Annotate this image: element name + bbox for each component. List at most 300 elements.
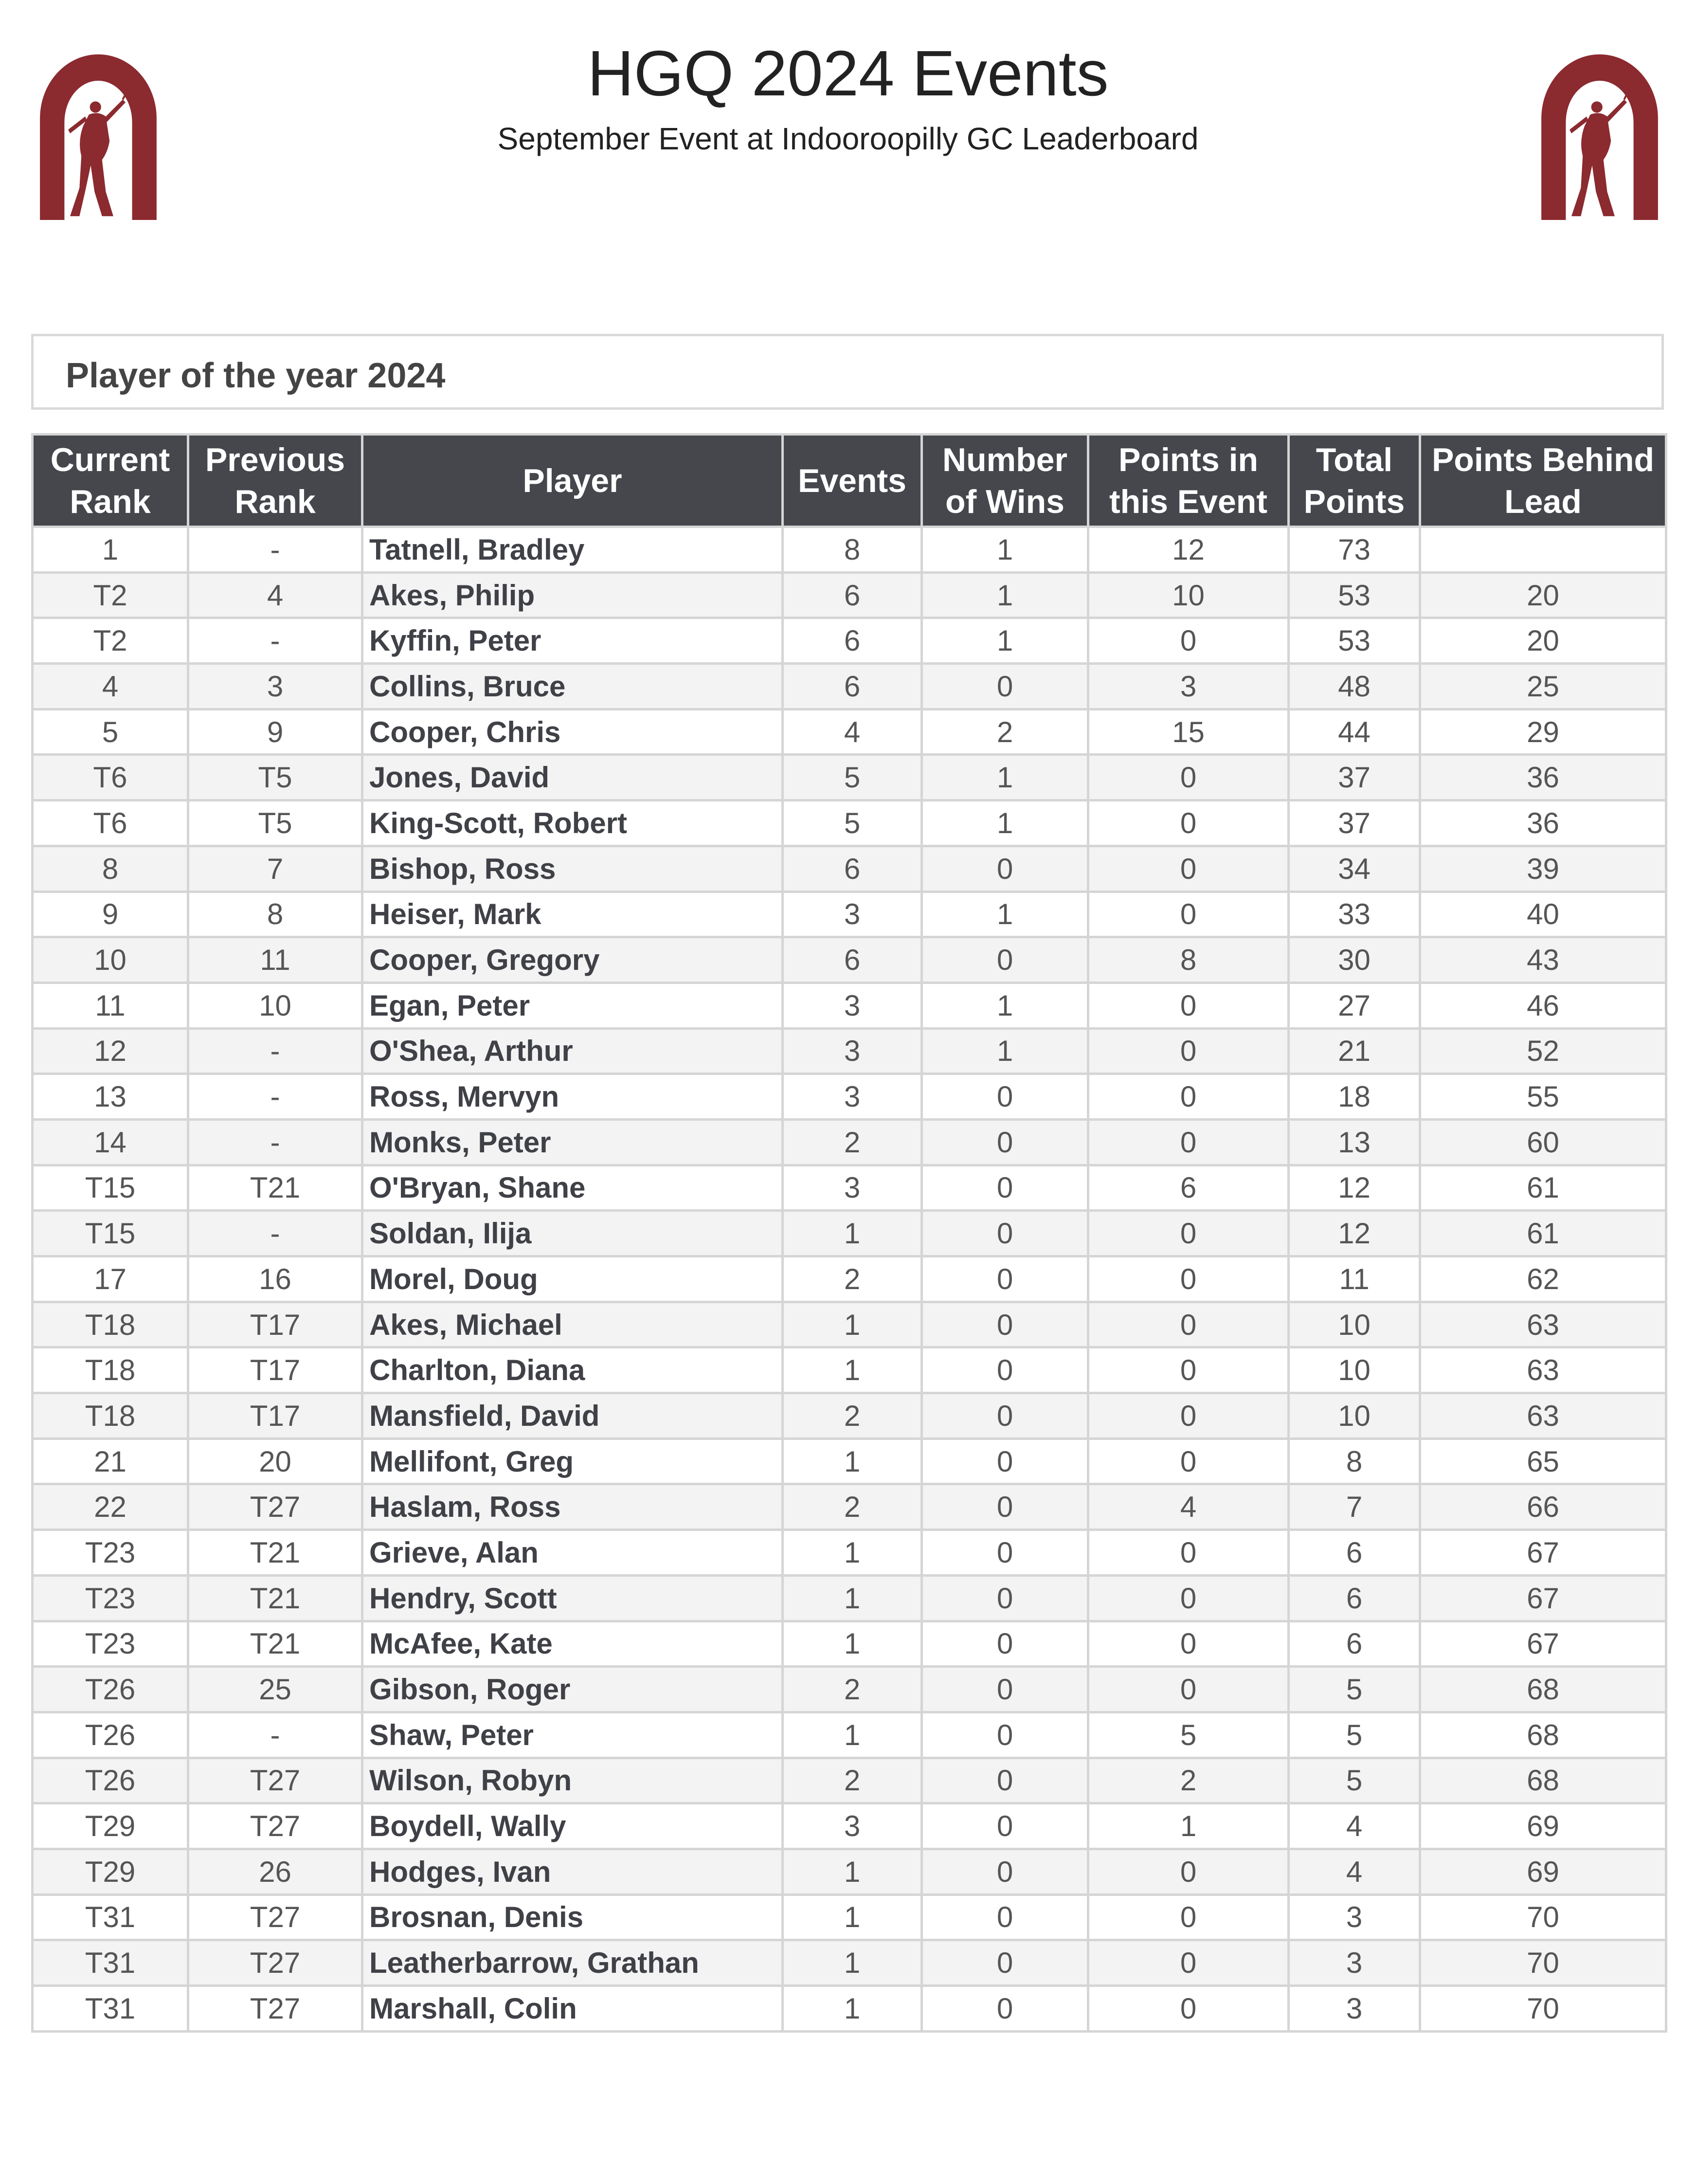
wins-cell: 0 xyxy=(922,1894,1088,1940)
event-points-cell: 0 xyxy=(1088,846,1289,892)
table-row xyxy=(33,1530,1666,1576)
table-row xyxy=(33,1074,1666,1120)
page-subtitle: September Event at Indooroopilly GC Leaderboard xyxy=(497,121,1199,156)
previous-rank-cell: - xyxy=(188,1028,362,1074)
total-points-cell: 33 xyxy=(1289,892,1420,937)
event-points-cell: 0 xyxy=(1088,1028,1289,1074)
table-row xyxy=(33,1484,1666,1530)
event-points-cell: 0 xyxy=(1088,983,1289,1028)
previous-rank-cell: T21 xyxy=(188,1165,362,1211)
current-rank-cell: T26 xyxy=(33,1712,188,1758)
events-cell: 3 xyxy=(783,1028,922,1074)
total-points-cell: 8 xyxy=(1289,1438,1420,1484)
events-cell: 3 xyxy=(783,983,922,1028)
events-cell: 1 xyxy=(783,1712,922,1758)
previous-rank-cell: 9 xyxy=(188,709,362,755)
wins-cell: 2 xyxy=(922,709,1088,755)
total-points-cell: 5 xyxy=(1289,1667,1420,1712)
total-points-cell: 10 xyxy=(1289,1302,1420,1347)
table-row xyxy=(33,846,1666,892)
total-points-cell: 37 xyxy=(1289,801,1420,846)
table-row xyxy=(33,1621,1666,1667)
table-row xyxy=(33,1256,1666,1302)
event-points-cell: 0 xyxy=(1088,1849,1289,1894)
table-row xyxy=(33,1347,1666,1393)
current-rank-cell: T29 xyxy=(33,1849,188,1894)
player-name-cell: Akes, Philip xyxy=(362,572,783,618)
wins-cell: 0 xyxy=(922,1484,1088,1530)
previous-rank-cell: - xyxy=(188,618,362,664)
points-behind-cell: 70 xyxy=(1420,1986,1666,2032)
points-behind-cell: 46 xyxy=(1420,983,1666,1028)
event-points-cell: 0 xyxy=(1088,1621,1289,1667)
column-header[interactable]: Points in this Event xyxy=(1088,435,1289,527)
current-rank-cell: T26 xyxy=(33,1758,188,1803)
player-name-cell: Marshall, Colin xyxy=(362,1986,783,2032)
player-name-cell: O'Shea, Arthur xyxy=(362,1028,783,1074)
current-rank-cell: 14 xyxy=(33,1119,188,1165)
wins-cell: 1 xyxy=(922,983,1088,1028)
leaderboard-table xyxy=(31,433,1667,2033)
previous-rank-cell: 4 xyxy=(188,572,362,618)
events-cell: 8 xyxy=(783,527,922,573)
events-cell: 2 xyxy=(783,1393,922,1439)
points-behind-cell: 36 xyxy=(1420,755,1666,801)
player-name-cell: Monks, Peter xyxy=(362,1119,783,1165)
player-name-cell: Soldan, Ilija xyxy=(362,1211,783,1256)
current-rank-cell: 21 xyxy=(33,1438,188,1484)
previous-rank-cell: T27 xyxy=(188,1940,362,1986)
events-cell: 2 xyxy=(783,1119,922,1165)
wins-cell: 0 xyxy=(922,846,1088,892)
total-points-cell: 13 xyxy=(1289,1119,1420,1165)
previous-rank-cell: 26 xyxy=(188,1849,362,1894)
events-cell: 6 xyxy=(783,937,922,983)
current-rank-cell: T29 xyxy=(33,1803,188,1849)
event-points-cell: 8 xyxy=(1088,937,1289,983)
points-behind-cell: 25 xyxy=(1420,664,1666,710)
player-name-cell: Jones, David xyxy=(362,755,783,801)
events-cell: 1 xyxy=(783,1438,922,1484)
previous-rank-cell: T5 xyxy=(188,801,362,846)
points-behind-cell: 68 xyxy=(1420,1667,1666,1712)
total-points-cell: 7 xyxy=(1289,1484,1420,1530)
points-behind-cell: 67 xyxy=(1420,1530,1666,1576)
event-points-cell: 15 xyxy=(1088,709,1289,755)
player-name-cell: Cooper, Gregory xyxy=(362,937,783,983)
events-cell: 1 xyxy=(783,1211,922,1256)
total-points-cell: 11 xyxy=(1289,1256,1420,1302)
event-points-cell: 12 xyxy=(1088,527,1289,573)
points-behind-cell: 68 xyxy=(1420,1758,1666,1803)
table-row xyxy=(33,755,1666,801)
previous-rank-cell: 10 xyxy=(188,983,362,1028)
wins-cell: 0 xyxy=(922,1940,1088,1986)
column-header[interactable]: Previous Rank xyxy=(188,435,362,527)
event-points-cell: 1 xyxy=(1088,1803,1289,1849)
wins-cell: 0 xyxy=(922,1211,1088,1256)
table-row xyxy=(33,1758,1666,1803)
total-points-cell: 18 xyxy=(1289,1074,1420,1120)
player-name-cell: Kyffin, Peter xyxy=(362,618,783,664)
player-name-cell: Cooper, Chris xyxy=(362,709,783,755)
table-row xyxy=(33,1849,1666,1894)
points-behind-cell: 68 xyxy=(1420,1712,1666,1758)
current-rank-cell: T31 xyxy=(33,1894,188,1940)
event-points-cell: 0 xyxy=(1088,1575,1289,1621)
points-behind-cell: 65 xyxy=(1420,1438,1666,1484)
events-cell: 1 xyxy=(783,1894,922,1940)
wins-cell: 0 xyxy=(922,1074,1088,1120)
wins-cell: 0 xyxy=(922,1712,1088,1758)
points-behind-cell: 66 xyxy=(1420,1484,1666,1530)
current-rank-cell: 4 xyxy=(33,664,188,710)
points-behind-cell: 62 xyxy=(1420,1256,1666,1302)
current-rank-cell: T31 xyxy=(33,1940,188,1986)
events-cell: 3 xyxy=(783,1074,922,1120)
total-points-cell: 4 xyxy=(1289,1803,1420,1849)
current-rank-cell: T23 xyxy=(33,1621,188,1667)
total-points-cell: 21 xyxy=(1289,1028,1420,1074)
table-row xyxy=(33,572,1666,618)
events-cell: 2 xyxy=(783,1758,922,1803)
total-points-cell: 44 xyxy=(1289,709,1420,755)
points-behind-cell: 52 xyxy=(1420,1028,1666,1074)
previous-rank-cell: T21 xyxy=(188,1530,362,1576)
player-name-cell: Shaw, Peter xyxy=(362,1712,783,1758)
wins-cell: 0 xyxy=(922,1530,1088,1576)
points-behind-cell: 40 xyxy=(1420,892,1666,937)
previous-rank-cell: T17 xyxy=(188,1393,362,1439)
event-points-cell: 0 xyxy=(1088,1074,1289,1120)
previous-rank-cell: - xyxy=(188,1074,362,1120)
player-name-cell: Leatherbarrow, Grathan xyxy=(362,1940,783,1986)
events-cell: 6 xyxy=(783,664,922,710)
points-behind-cell: 70 xyxy=(1420,1894,1666,1940)
previous-rank-cell: T17 xyxy=(188,1347,362,1393)
events-cell: 1 xyxy=(783,1575,922,1621)
table-row xyxy=(33,709,1666,755)
total-points-cell: 4 xyxy=(1289,1849,1420,1894)
table-row xyxy=(33,1940,1666,1986)
previous-rank-cell: T27 xyxy=(188,1758,362,1803)
wins-cell: 0 xyxy=(922,1393,1088,1439)
current-rank-cell: 9 xyxy=(33,892,188,937)
wins-cell: 0 xyxy=(922,1803,1088,1849)
previous-rank-cell: - xyxy=(188,527,362,573)
events-cell: 3 xyxy=(783,1165,922,1211)
event-points-cell: 0 xyxy=(1088,1347,1289,1393)
points-behind-cell: 69 xyxy=(1420,1849,1666,1894)
wins-cell: 0 xyxy=(922,1347,1088,1393)
points-behind-cell: 29 xyxy=(1420,709,1666,755)
total-points-cell: 73 xyxy=(1289,527,1420,573)
player-name-cell: Hendry, Scott xyxy=(362,1575,783,1621)
table-row xyxy=(33,1575,1666,1621)
event-points-cell: 0 xyxy=(1088,1894,1289,1940)
wins-cell: 0 xyxy=(922,1165,1088,1211)
events-cell: 6 xyxy=(783,846,922,892)
previous-rank-cell: 20 xyxy=(188,1438,362,1484)
points-behind-cell: 63 xyxy=(1420,1347,1666,1393)
total-points-cell: 27 xyxy=(1289,983,1420,1028)
previous-rank-cell: 11 xyxy=(188,937,362,983)
wins-cell: 1 xyxy=(922,892,1088,937)
current-rank-cell: 1 xyxy=(33,527,188,573)
player-name-cell: Bishop, Ross xyxy=(362,846,783,892)
points-behind-cell xyxy=(1420,527,1666,573)
wins-cell: 0 xyxy=(922,1302,1088,1347)
player-name-cell: Grieve, Alan xyxy=(362,1530,783,1576)
events-cell: 1 xyxy=(783,1621,922,1667)
current-rank-cell: T31 xyxy=(33,1986,188,2032)
previous-rank-cell: T21 xyxy=(188,1575,362,1621)
current-rank-cell: T23 xyxy=(33,1530,188,1576)
event-points-cell: 6 xyxy=(1088,1165,1289,1211)
event-points-cell: 0 xyxy=(1088,1211,1289,1256)
total-points-cell: 3 xyxy=(1289,1894,1420,1940)
player-name-cell: Tatnell, Bradley xyxy=(362,527,783,573)
total-points-cell: 3 xyxy=(1289,1986,1420,2032)
wins-cell: 0 xyxy=(922,1621,1088,1667)
current-rank-cell: T18 xyxy=(33,1393,188,1439)
event-points-cell: 0 xyxy=(1088,1438,1289,1484)
total-points-cell: 53 xyxy=(1289,618,1420,664)
points-behind-cell: 63 xyxy=(1420,1302,1666,1347)
wins-cell: 0 xyxy=(922,1758,1088,1803)
table-row xyxy=(33,1165,1666,1211)
player-name-cell: Hodges, Ivan xyxy=(362,1849,783,1894)
points-behind-cell: 67 xyxy=(1420,1621,1666,1667)
table-row xyxy=(33,527,1666,573)
total-points-cell: 10 xyxy=(1289,1393,1420,1439)
event-points-cell: 0 xyxy=(1088,1530,1289,1576)
previous-rank-cell: - xyxy=(188,1211,362,1256)
events-cell: 3 xyxy=(783,892,922,937)
events-cell: 2 xyxy=(783,1667,922,1712)
event-points-cell: 0 xyxy=(1088,618,1289,664)
previous-rank-cell: 3 xyxy=(188,664,362,710)
wins-cell: 1 xyxy=(922,801,1088,846)
player-name-cell: King-Scott, Robert xyxy=(362,801,783,846)
player-name-cell: Boydell, Wally xyxy=(362,1803,783,1849)
points-behind-cell: 20 xyxy=(1420,572,1666,618)
table-row xyxy=(33,801,1666,846)
wins-cell: 1 xyxy=(922,755,1088,801)
wins-cell: 0 xyxy=(922,1438,1088,1484)
event-points-cell: 0 xyxy=(1088,1393,1289,1439)
previous-rank-cell: T27 xyxy=(188,1484,362,1530)
events-cell: 6 xyxy=(783,618,922,664)
player-name-cell: Heiser, Mark xyxy=(362,892,783,937)
event-points-cell: 0 xyxy=(1088,1986,1289,2032)
event-points-cell: 5 xyxy=(1088,1712,1289,1758)
points-behind-cell: 20 xyxy=(1420,618,1666,664)
previous-rank-cell: T27 xyxy=(188,1986,362,2032)
page-title: HGQ 2024 Events xyxy=(587,37,1109,109)
total-points-cell: 30 xyxy=(1289,937,1420,983)
events-cell: 5 xyxy=(783,755,922,801)
wins-cell: 0 xyxy=(922,1119,1088,1165)
wins-cell: 0 xyxy=(922,937,1088,983)
table-body xyxy=(33,527,1666,2032)
current-rank-cell: T26 xyxy=(33,1667,188,1712)
player-name-cell: O'Bryan, Shane xyxy=(362,1165,783,1211)
event-points-cell: 0 xyxy=(1088,1119,1289,1165)
current-rank-cell: 10 xyxy=(33,937,188,983)
previous-rank-cell: T27 xyxy=(188,1803,362,1849)
wins-cell: 1 xyxy=(922,572,1088,618)
previous-rank-cell: T27 xyxy=(188,1894,362,1940)
total-points-cell: 53 xyxy=(1289,572,1420,618)
column-header[interactable]: Points Behind Lead xyxy=(1420,435,1666,527)
table-row xyxy=(33,1986,1666,2032)
column-header[interactable]: Current Rank xyxy=(33,435,188,527)
player-name-cell: Morel, Doug xyxy=(362,1256,783,1302)
previous-rank-cell: T5 xyxy=(188,755,362,801)
event-points-cell: 4 xyxy=(1088,1484,1289,1530)
event-points-cell: 0 xyxy=(1088,1256,1289,1302)
event-points-cell: 0 xyxy=(1088,892,1289,937)
events-cell: 1 xyxy=(783,1302,922,1347)
previous-rank-cell: T17 xyxy=(188,1302,362,1347)
player-name-cell: Egan, Peter xyxy=(362,983,783,1028)
points-behind-cell: 36 xyxy=(1420,801,1666,846)
points-behind-cell: 69 xyxy=(1420,1803,1666,1849)
events-cell: 4 xyxy=(783,709,922,755)
events-cell: 5 xyxy=(783,801,922,846)
total-points-cell: 6 xyxy=(1289,1621,1420,1667)
points-behind-cell: 61 xyxy=(1420,1165,1666,1211)
current-rank-cell: T6 xyxy=(33,801,188,846)
table-row xyxy=(33,1667,1666,1712)
wins-cell: 0 xyxy=(922,1575,1088,1621)
wins-cell: 0 xyxy=(922,1849,1088,1894)
current-rank-cell: T18 xyxy=(33,1347,188,1393)
wins-cell: 0 xyxy=(922,1256,1088,1302)
total-points-cell: 34 xyxy=(1289,846,1420,892)
player-name-cell: Akes, Michael xyxy=(362,1302,783,1347)
events-cell: 6 xyxy=(783,572,922,618)
points-behind-cell: 43 xyxy=(1420,937,1666,983)
points-behind-cell: 63 xyxy=(1420,1393,1666,1439)
current-rank-cell: T6 xyxy=(33,755,188,801)
event-points-cell: 0 xyxy=(1088,1940,1289,1986)
section-header xyxy=(31,334,1664,410)
table-row xyxy=(33,1438,1666,1484)
wins-cell: 1 xyxy=(922,1028,1088,1074)
current-rank-cell: T2 xyxy=(33,618,188,664)
total-points-cell: 12 xyxy=(1289,1211,1420,1256)
points-behind-cell: 55 xyxy=(1420,1074,1666,1120)
section-title: Player of the year 2024 xyxy=(66,356,446,395)
total-points-cell: 37 xyxy=(1289,755,1420,801)
event-points-cell: 3 xyxy=(1088,664,1289,710)
current-rank-cell: T2 xyxy=(33,572,188,618)
events-cell: 2 xyxy=(783,1484,922,1530)
player-name-cell: Brosnan, Denis xyxy=(362,1894,783,1940)
total-points-cell: 3 xyxy=(1289,1940,1420,1986)
table-row xyxy=(33,1211,1666,1256)
current-rank-cell: 13 xyxy=(33,1074,188,1120)
total-points-cell: 5 xyxy=(1289,1712,1420,1758)
total-points-cell: 12 xyxy=(1289,1165,1420,1211)
table-row xyxy=(33,937,1666,983)
events-cell: 1 xyxy=(783,1986,922,2032)
column-header[interactable]: Number of Wins xyxy=(922,435,1088,527)
current-rank-cell: 17 xyxy=(33,1256,188,1302)
current-rank-cell: T18 xyxy=(33,1302,188,1347)
events-cell: 3 xyxy=(783,1803,922,1849)
player-name-cell: Mellifont, Greg xyxy=(362,1438,783,1484)
player-name-cell: Collins, Bruce xyxy=(362,664,783,710)
total-points-cell: 6 xyxy=(1289,1575,1420,1621)
total-points-cell: 10 xyxy=(1289,1347,1420,1393)
events-cell: 1 xyxy=(783,1530,922,1576)
player-name-cell: Wilson, Robyn xyxy=(362,1758,783,1803)
points-behind-cell: 39 xyxy=(1420,846,1666,892)
table-row xyxy=(33,892,1666,937)
player-name-cell: Gibson, Roger xyxy=(362,1667,783,1712)
previous-rank-cell: 8 xyxy=(188,892,362,937)
table-row xyxy=(33,1119,1666,1165)
event-points-cell: 0 xyxy=(1088,1667,1289,1712)
player-name-cell: Ross, Mervyn xyxy=(362,1074,783,1120)
table-row xyxy=(33,1803,1666,1849)
current-rank-cell: 11 xyxy=(33,983,188,1028)
current-rank-cell: T23 xyxy=(33,1575,188,1621)
previous-rank-cell: - xyxy=(188,1119,362,1165)
table-row xyxy=(33,1302,1666,1347)
points-behind-cell: 61 xyxy=(1420,1211,1666,1256)
table-row xyxy=(33,983,1666,1028)
previous-rank-cell: 16 xyxy=(188,1256,362,1302)
events-cell: 1 xyxy=(783,1347,922,1393)
player-name-cell: Mansfield, David xyxy=(362,1393,783,1439)
table-row xyxy=(33,618,1666,664)
current-rank-cell: T15 xyxy=(33,1165,188,1211)
player-name-cell: Charlton, Diana xyxy=(362,1347,783,1393)
events-cell: 1 xyxy=(783,1940,922,1986)
table-row xyxy=(33,664,1666,710)
event-points-cell: 0 xyxy=(1088,801,1289,846)
table-row xyxy=(33,1393,1666,1439)
table-row xyxy=(33,1028,1666,1074)
events-cell: 2 xyxy=(783,1256,922,1302)
column-header[interactable]: Player xyxy=(362,435,783,527)
points-behind-cell: 70 xyxy=(1420,1940,1666,1986)
previous-rank-cell: 25 xyxy=(188,1667,362,1712)
total-points-cell: 6 xyxy=(1289,1530,1420,1576)
current-rank-cell: 22 xyxy=(33,1484,188,1530)
previous-rank-cell: 7 xyxy=(188,846,362,892)
events-cell: 1 xyxy=(783,1849,922,1894)
column-header[interactable]: Total Points xyxy=(1289,435,1420,527)
event-points-cell: 2 xyxy=(1088,1758,1289,1803)
player-name-cell: Haslam, Ross xyxy=(362,1484,783,1530)
player-name-cell: McAfee, Kate xyxy=(362,1621,783,1667)
wins-cell: 0 xyxy=(922,664,1088,710)
current-rank-cell: 8 xyxy=(33,846,188,892)
column-header[interactable]: Events xyxy=(783,435,922,527)
wins-cell: 0 xyxy=(922,1667,1088,1712)
wins-cell: 1 xyxy=(922,527,1088,573)
event-points-cell: 0 xyxy=(1088,755,1289,801)
points-behind-cell: 60 xyxy=(1420,1119,1666,1165)
current-rank-cell: 5 xyxy=(33,709,188,755)
total-points-cell: 48 xyxy=(1289,664,1420,710)
total-points-cell: 5 xyxy=(1289,1758,1420,1803)
